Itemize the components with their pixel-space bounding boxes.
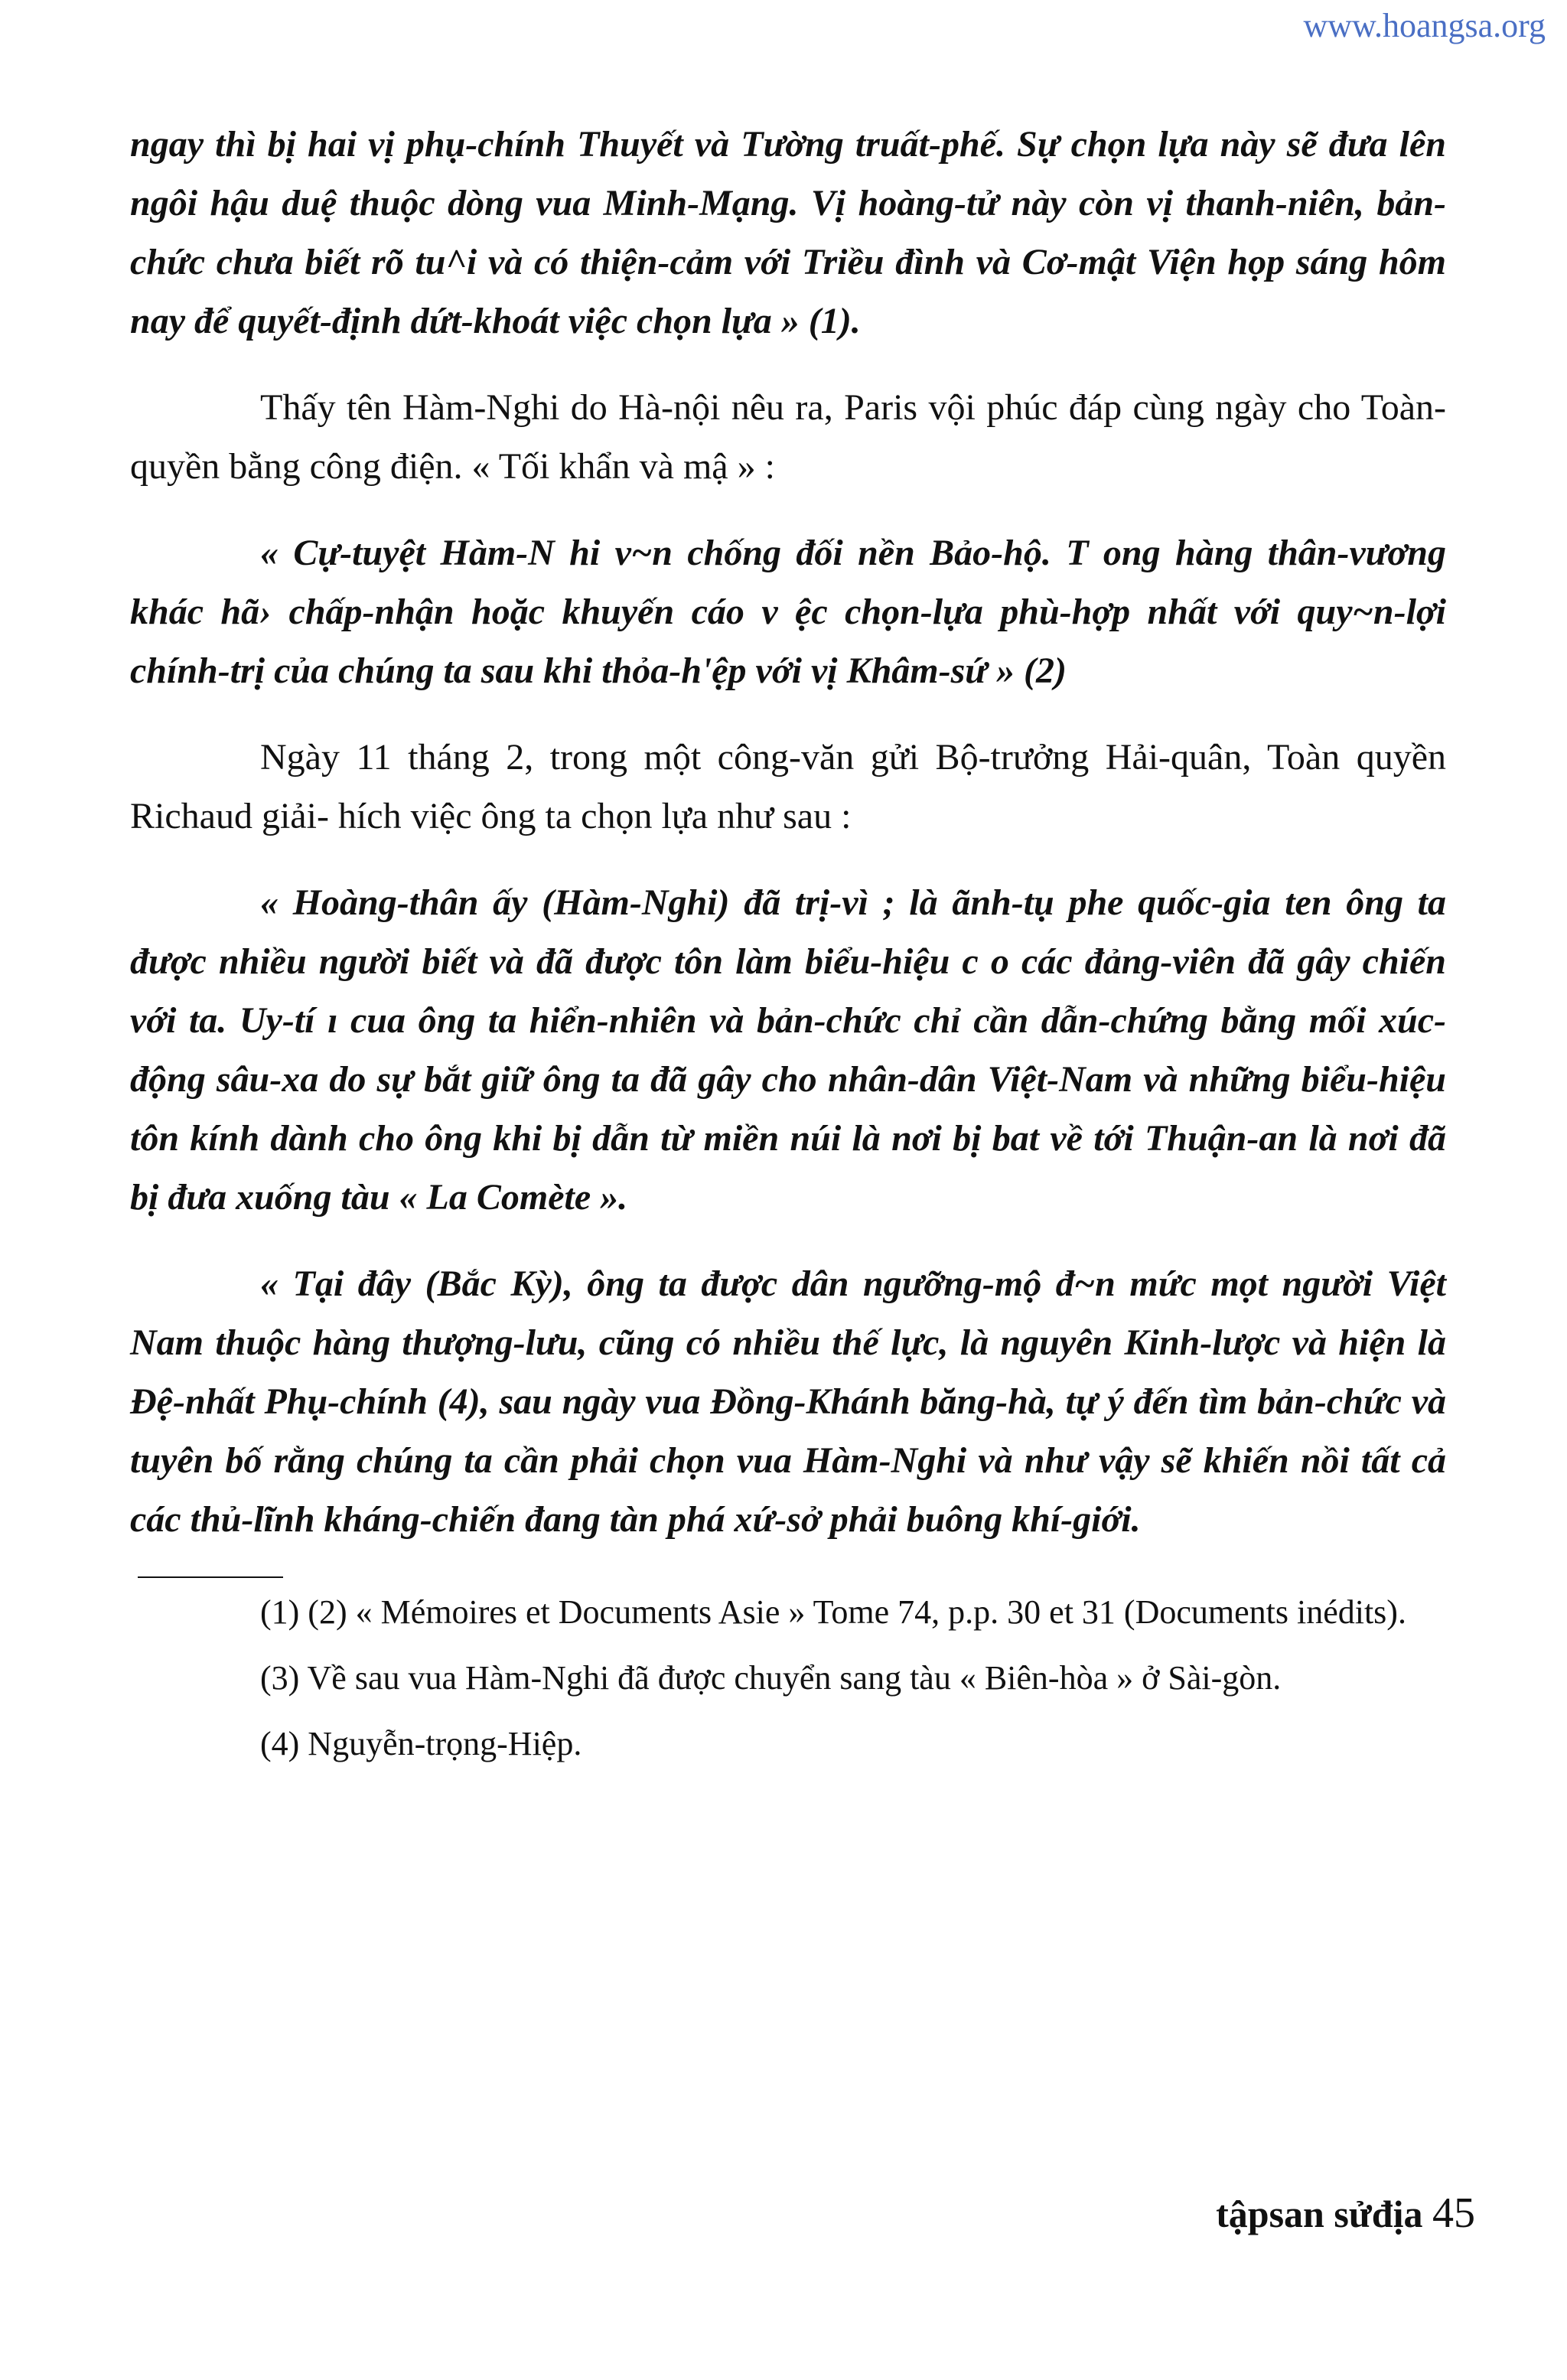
footnote-1-2: (1) (2) « Mémoires et Documents Asie » Tome 74, p.p. 30 et 31 (Documents inédits).	[260, 1593, 1406, 1631]
paragraph-richaud-dispatch: Ngày 11 tháng 2, trong một công-văn gửi Bộ-trưởng Hải-quân, Toàn quyền Richaud giải- hích việc ông ta chọn lựa như sau :	[130, 737, 1446, 836]
site-url-link[interactable]: www.hoangsa.org	[1303, 7, 1546, 44]
paragraph-paris-reply: Thấy tên Hàm-Nghi do Hà-nội nêu ra, Paris vội phúc đáp cùng ngày cho Toàn-quyền bằng công điện. « Tối khẩn và mậ » :	[130, 387, 1446, 487]
page-footer	[1216, 2189, 1475, 2238]
page-body	[130, 115, 1446, 1786]
page-number: 45	[1432, 2189, 1475, 2237]
paragraph-ham-nghi-quote: « Hoàng-thân ấy (Hàm-Nghi) đã trị-vì ; là ãnh-tụ phe quốc-gia ten ông ta được nhiều người biết và đã được tôn làm biểu-hiệu c o các đảng-viên đã gây chiến với ta. Uy-tí ı cua ông ta hiển-nhiên và bản-chức chỉ cần dẫn-chứng bằng mối xúc-động sâu-xa do sự bắt giữ ông ta đã gây cho nhân-dân Việt-Nam và những biểu-hiệu tôn kính dành cho ông khi bị dẫn từ miền núi là nơi bị bat về tới Thuận-an là nơi đã bị đưa xuống tàu « La Comète ».	[130, 882, 1446, 1218]
magazine-name: tậpsan sửđịa	[1216, 2193, 1423, 2235]
paragraph-bac-ky-quote: « Tại đây (Bắc Kỳ), ông ta được dân ngưỡng-mộ đ~n mức mọt người Việt Nam thuộc hàng thượng-lưu, cũng có nhiều thế lực, là nguyên Kinh-lược và hiện là Đệ-nhất Phụ-chính (4), sau ngày vua Đồng-Khánh băng-hà, tự ý đến tìm bản-chức và tuyên bố rằng chúng ta cần phải chọn vua Hàm-Nghi và như vậy sẽ khiến nồi tất cả các thủ-lĩnh kháng-chiến đang tàn phá xứ-sở phải buông khí-giới.	[130, 1263, 1446, 1540]
paragraph-telegram-quote: « Cự-tuyệt Hàm-N hi v~n chống đối nền Bảo-hộ. T ong hàng thân-vương khác hã› chấp-nhận hoặc khuyến cáo v ệc chọn-lựa phù-hợp nhất với quy~n-lợi chính-trị của chúng ta sau khi thỏa-h'ệp với vị Khâm-sứ » (2)	[130, 533, 1446, 691]
footnote-4: (4) Nguyễn-trọng-Hiệp.	[260, 1725, 582, 1762]
paragraph-quote-continued: ngay thì bị hai vị phụ-chính Thuyết và Tường truất-phế. Sự chọn lựa này sẽ đưa lên ngôi hậu duệ thuộc dòng vua Minh-Mạng. Vị hoàng-tử này còn vị thanh-niên, bản-chức chưa biết rõ tu^i và có thiện-cảm với Triều đình và Cơ-mật Viện họp sáng hôm nay để quyết-định dứt-khoát việc chọn lựa » (1).	[130, 124, 1446, 341]
footnote-divider	[138, 1576, 283, 1578]
footnote-3: (3) Về sau vua Hàm-Nghi đã được chuyển sang tàu « Biên-hòa » ở Sài-gòn.	[260, 1659, 1282, 1697]
